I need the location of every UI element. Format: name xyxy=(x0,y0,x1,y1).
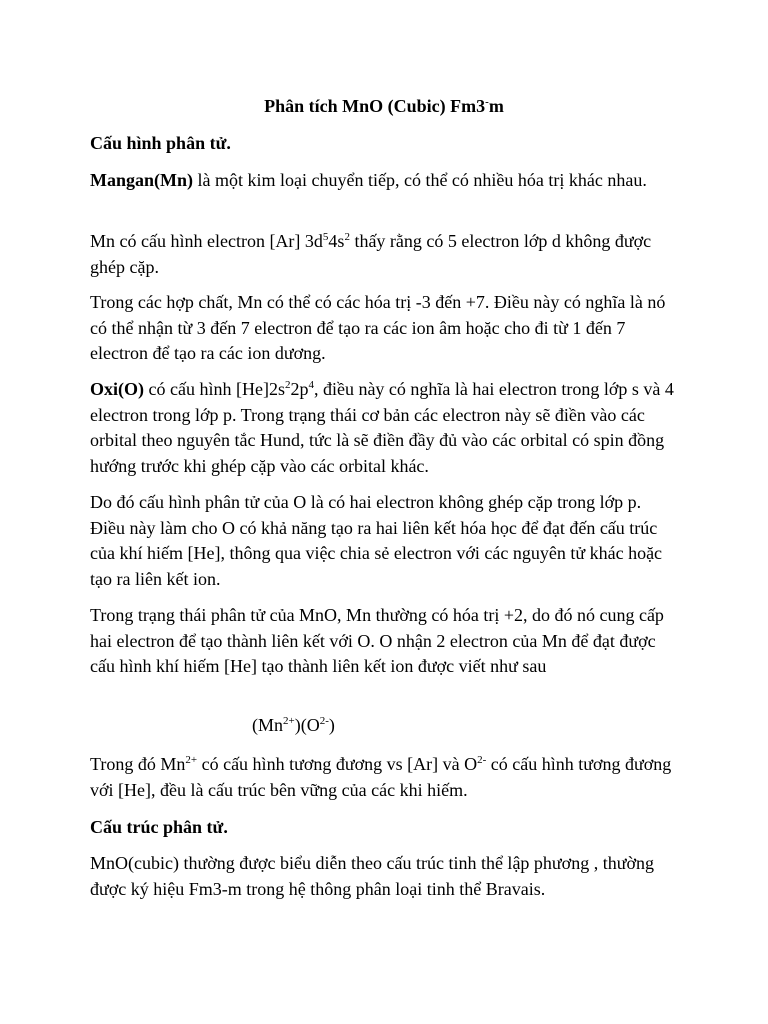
title-superscript: - xyxy=(485,96,489,108)
paragraph-mn-valence: Trong các hợp chất, Mn có thể có các hóa trị -3 đến +7. Điều này có nghĩa là nó có thể nhận từ 3 đến 7 electron để tạo ra các ion âm hoặc cho đi từ 1 đến 7 electron để tạo ra các ion dương. xyxy=(90,292,666,364)
heading-molecular-configuration: Cấu hình phân tử. xyxy=(90,133,231,153)
document-title: Phân tích MnO (Cubic) Fm3-m xyxy=(264,96,504,116)
paragraph-manganese-intro: Mangan(Mn) là một kim loại chuyển tiếp, có thể có nhiều hóa trị khác nhau. xyxy=(90,170,647,190)
term-oxygen: Oxi(O) xyxy=(90,379,144,399)
paragraph-mno-state: Trong trạng thái phân tử của MnO, Mn thường có hóa trị +2, do đó nó cung cấp hai electron để tạo thành liên kết với O. O nhận 2 electron của Mn để đạt được cấu hình khí hiếm [He] tạo thành liên kết ion được viết như sau xyxy=(90,605,664,677)
ionic-formula: $(Mn^{2+})(O^{2-})$ xyxy=(252,715,335,735)
paragraph-oxygen-config: Oxi(O) có cấu hình $[He]2s^22p^4$, điều này có nghĩa là hai electron trong lớp s và 4 electron trong lớp p. Trong trạng thái cơ bản các electron này sẽ điền vào các orbital theo nguyên tắc Hund, tức là sẽ điền đầy đủ vào các orbital có spin đồng hướng trước khi ghép cặp vào các orbital khác. xyxy=(90,379,674,476)
term-manganese: Mangan(Mn) xyxy=(90,170,193,190)
paragraph-mn-electron-config: Mn có cấu hình electron [Ar] $3d^54s^2$ thấy rằng có 5 electron lớp d không được ghép cặp. xyxy=(90,231,652,277)
paragraph-ion-configs: Trong đó $Mn^{2+}$ có cấu hình tương đương vs [Ar] và $O^{2-}$ có cấu hình tương đương với [He], đều là cấu trúc bên vững của các khi hiếm. xyxy=(90,754,672,800)
paragraph-cubic-structure: MnO(cubic) thường được biểu diễn theo cấu trúc tinh thể lập phương , thường được ký hiệu Fm3-m trong hệ thông phân loại tinh thể Bravais. xyxy=(90,853,654,899)
heading-molecular-structure: Cấu trúc phân tử. xyxy=(90,817,228,837)
paragraph-oxygen-bonding: Do đó cấu hình phân tử của O là có hai electron không ghép cặp trong lớp p. Điều này làm cho O có khả năng tạo ra hai liên kết hóa học để đạt đến cấu trúc của khí hiếm [He], thông qua việc chia sẻ electron với các nguyên tử khác hoặc tạo ra liên kết ion. xyxy=(90,492,663,589)
